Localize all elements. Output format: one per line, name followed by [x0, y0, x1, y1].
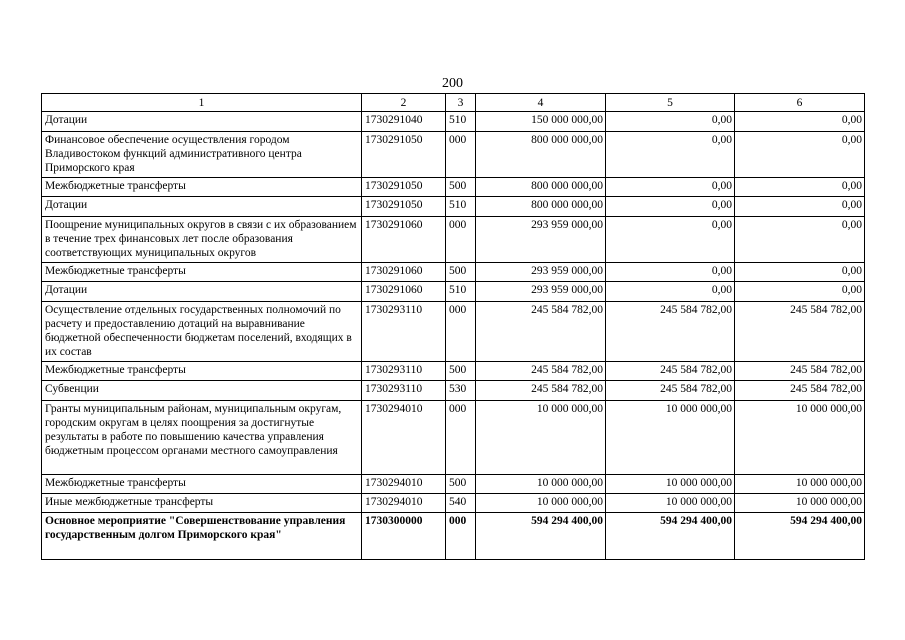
table-row: [42, 381, 865, 401]
column-header-1: 1: [42, 94, 362, 112]
cell-amount-col4: 245 584 782,00: [476, 362, 606, 381]
column-header-6: 6: [735, 94, 865, 112]
cell-name: Осуществление отдельных государственных полномочий по расчету и предоставлению дотаций на выравнивание бюджетной обеспеченности бюджетам поселений, входящих в их состав: [42, 302, 362, 362]
cell-name: Финансовое обеспечение осуществления городом Владивостоком функций административного центра Приморского края: [42, 132, 362, 178]
cell-amount-col5: 245 584 782,00: [606, 381, 735, 401]
cell-name: Дотации: [42, 112, 362, 132]
cell-code: 1730291060: [362, 263, 446, 282]
cell-code: 1730291060: [362, 217, 446, 263]
cell-amount-col5: 245 584 782,00: [606, 302, 735, 362]
cell-code: 1730291050: [362, 178, 446, 197]
cell-amount-col6: 0,00: [735, 263, 865, 282]
cell-name: Дотации: [42, 282, 362, 302]
cell-amount-col5: 0,00: [606, 217, 735, 263]
cell-amount-col6: 0,00: [735, 217, 865, 263]
cell-amount-col6: 10 000 000,00: [735, 494, 865, 513]
table-row: [42, 178, 865, 197]
cell-kind: 530: [446, 381, 476, 401]
budget-table: [41, 93, 865, 560]
column-header-5: 5: [606, 94, 735, 112]
table-body: [42, 112, 865, 560]
cell-kind: 000: [446, 302, 476, 362]
cell-amount-col6: 0,00: [735, 178, 865, 197]
cell-amount-col4: 800 000 000,00: [476, 197, 606, 217]
cell-amount-col5: 245 584 782,00: [606, 362, 735, 381]
column-header-3: 3: [446, 94, 476, 112]
cell-amount-col4: 245 584 782,00: [476, 302, 606, 362]
cell-name: Межбюджетные трансферты: [42, 475, 362, 494]
cell-amount-col5: 0,00: [606, 282, 735, 302]
cell-kind: 510: [446, 197, 476, 217]
table-row: [42, 513, 865, 560]
cell-kind: 500: [446, 178, 476, 197]
table-row: [42, 302, 865, 362]
cell-amount-col4: 594 294 400,00: [476, 513, 606, 560]
cell-amount-col6: 594 294 400,00: [735, 513, 865, 560]
cell-amount-col4: 10 000 000,00: [476, 475, 606, 494]
cell-code: 1730293110: [362, 362, 446, 381]
cell-amount-col4: 293 959 000,00: [476, 263, 606, 282]
cell-amount-col4: 245 584 782,00: [476, 381, 606, 401]
cell-kind: 510: [446, 282, 476, 302]
cell-name: Иные межбюджетные трансферты: [42, 494, 362, 513]
table-header-row: [42, 94, 865, 112]
table-row: [42, 197, 865, 217]
cell-kind: 500: [446, 362, 476, 381]
table-row: [42, 132, 865, 178]
table-row: [42, 217, 865, 263]
cell-code: 1730293110: [362, 302, 446, 362]
table-row: [42, 282, 865, 302]
cell-name: Межбюджетные трансферты: [42, 362, 362, 381]
cell-amount-col5: 0,00: [606, 263, 735, 282]
cell-name: Дотации: [42, 197, 362, 217]
cell-code: 1730300000: [362, 513, 446, 560]
cell-amount-col4: 10 000 000,00: [476, 401, 606, 475]
table-row: [42, 494, 865, 513]
cell-code: 1730291060: [362, 282, 446, 302]
cell-amount-col6: 245 584 782,00: [735, 381, 865, 401]
cell-amount-col5: 10 000 000,00: [606, 475, 735, 494]
cell-amount-col6: 245 584 782,00: [735, 362, 865, 381]
cell-amount-col5: 0,00: [606, 132, 735, 178]
cell-amount-col6: 10 000 000,00: [735, 475, 865, 494]
cell-kind: 500: [446, 263, 476, 282]
table-row: [42, 401, 865, 475]
cell-kind: 510: [446, 112, 476, 132]
cell-amount-col4: 293 959 000,00: [476, 217, 606, 263]
cell-amount-col6: 245 584 782,00: [735, 302, 865, 362]
cell-amount-col6: 0,00: [735, 282, 865, 302]
cell-amount-col6: 0,00: [735, 112, 865, 132]
table-row: [42, 362, 865, 381]
cell-kind: 000: [446, 513, 476, 560]
cell-code: 1730291040: [362, 112, 446, 132]
cell-amount-col4: 10 000 000,00: [476, 494, 606, 513]
cell-amount-col6: 10 000 000,00: [735, 401, 865, 475]
cell-amount-col5: 0,00: [606, 197, 735, 217]
cell-kind: 000: [446, 217, 476, 263]
table-row: [42, 263, 865, 282]
cell-amount-col6: 0,00: [735, 132, 865, 178]
page-number: 200: [442, 76, 463, 91]
cell-amount-col4: 150 000 000,00: [476, 112, 606, 132]
cell-name: Межбюджетные трансферты: [42, 263, 362, 282]
table-row: [42, 112, 865, 132]
cell-code: 1730294010: [362, 475, 446, 494]
cell-kind: 000: [446, 401, 476, 475]
cell-code: 1730294010: [362, 401, 446, 475]
cell-kind: 540: [446, 494, 476, 513]
cell-amount-col5: 10 000 000,00: [606, 494, 735, 513]
cell-name: Основное мероприятие "Совершенствование управления государственным долгом Приморского края": [42, 513, 362, 560]
cell-code: 1730293110: [362, 381, 446, 401]
cell-kind: 500: [446, 475, 476, 494]
cell-code: 1730291050: [362, 197, 446, 217]
cell-amount-col5: 0,00: [606, 112, 735, 132]
cell-name: Гранты муниципальным районам, муниципальным округам, городским округам в целях поощрения за достигнутые результаты в работе по повышению качества управления бюджетным процессом органами местного самоуправления: [42, 401, 362, 475]
cell-code: 1730294010: [362, 494, 446, 513]
cell-amount-col4: 800 000 000,00: [476, 178, 606, 197]
cell-amount-col4: 800 000 000,00: [476, 132, 606, 178]
cell-amount-col5: 10 000 000,00: [606, 401, 735, 475]
cell-amount-col5: 0,00: [606, 178, 735, 197]
cell-code: 1730291050: [362, 132, 446, 178]
cell-name: Межбюджетные трансферты: [42, 178, 362, 197]
cell-amount-col6: 0,00: [735, 197, 865, 217]
cell-amount-col5: 594 294 400,00: [606, 513, 735, 560]
cell-kind: 000: [446, 132, 476, 178]
cell-amount-col4: 293 959 000,00: [476, 282, 606, 302]
table-row: [42, 475, 865, 494]
cell-name: Субвенции: [42, 381, 362, 401]
cell-name: Поощрение муниципальных округов в связи с их образованием в течение трех финансовых лет после образования соответствующих муниципальных округов: [42, 217, 362, 263]
column-header-2: 2: [362, 94, 446, 112]
column-header-4: 4: [476, 94, 606, 112]
